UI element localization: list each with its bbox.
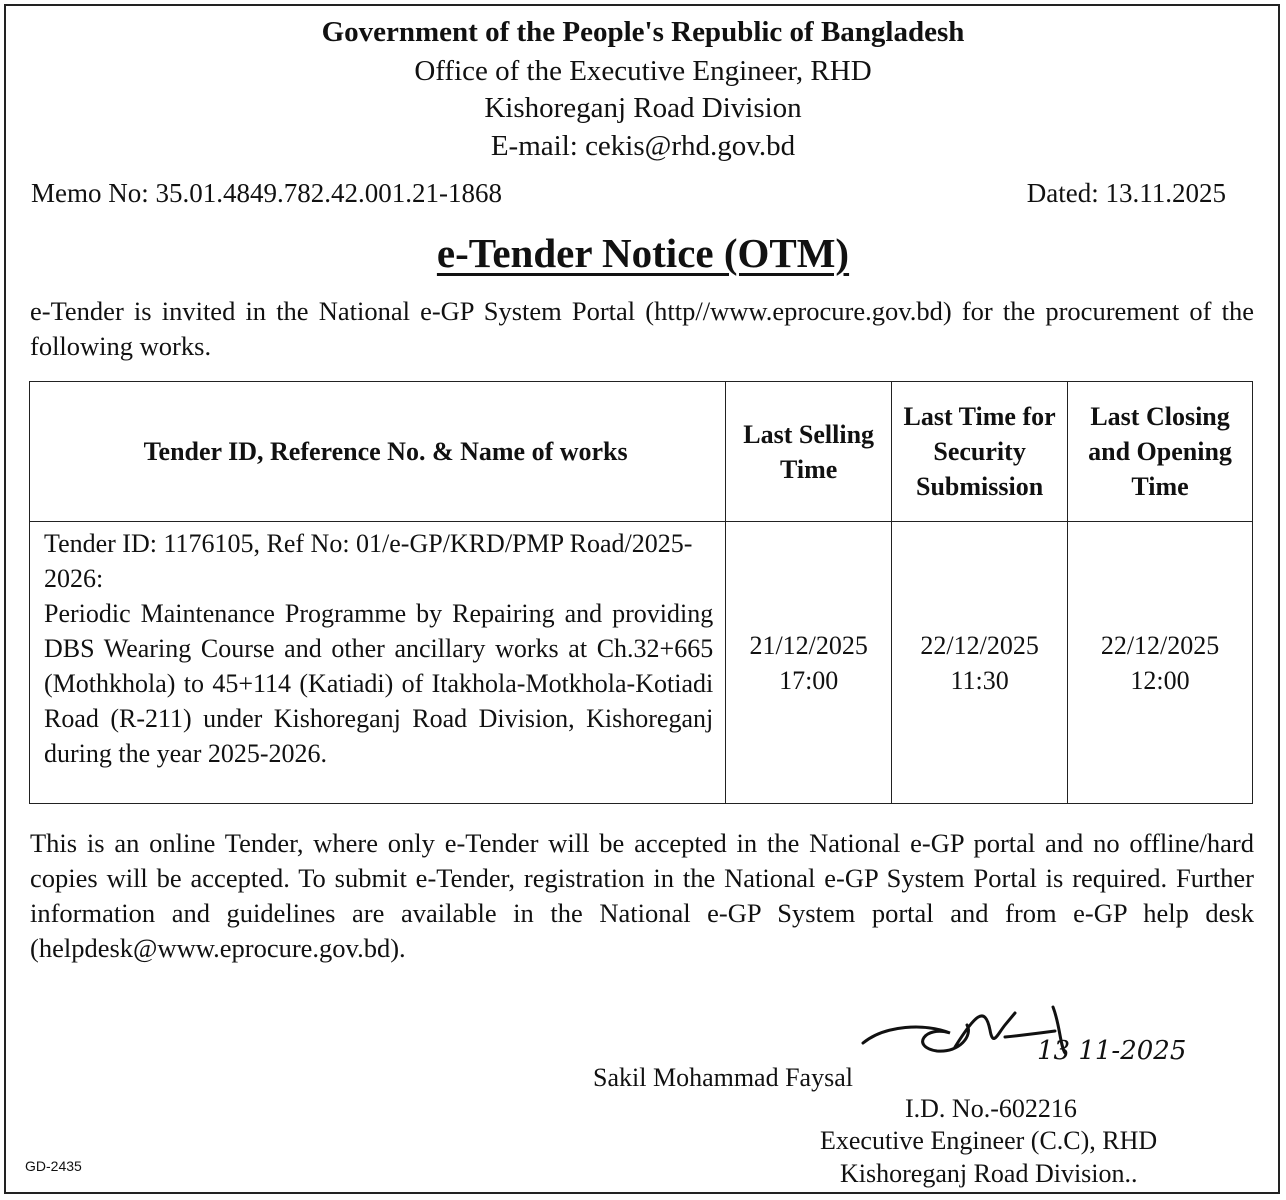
- selling-date: 21/12/2025: [749, 630, 868, 660]
- footer-code: GD-2435: [25, 1158, 82, 1174]
- memo-number: Memo No: 35.01.4849.782.42.001.21-1868: [31, 178, 502, 208]
- signatory-name: Sakil Mohammad Faysal: [593, 1063, 853, 1092]
- security-date: 22/12/2025: [920, 630, 1039, 660]
- office-heading: Office of the Executive Engineer, RHD: [414, 55, 872, 87]
- email-heading: E-mail: cekis@rhd.gov.bd: [490, 130, 796, 162]
- header-closing-time: Last Closing and Opening Time: [1068, 382, 1253, 522]
- government-heading: Government of the People's Republic of Bangladesh: [321, 16, 965, 48]
- notice-title: e-Tender Notice (OTM): [436, 230, 850, 276]
- header-works: Tender ID, Reference No. & Name of works: [30, 382, 726, 522]
- instructions-paragraph: This is an online Tender, where only e-Tender will be accepted in the National e-GP portal and no offline/hard copies will be accepted. To submit e-Tender, registration in the National e-GP System Portal is required. Further information and guidelines are available in the National e-GP System portal and from e-GP help desk (helpdesk@www.eprocure.gov.bd).: [30, 828, 1254, 963]
- signatory-division: Kishoreganj Road Division..: [840, 1159, 1138, 1188]
- header-security-time: Last Time for Security Submission: [892, 382, 1068, 522]
- closing-time-cell: [1068, 522, 1253, 804]
- memo-date: Dated: 13.11.2025: [1026, 178, 1226, 208]
- table-header-row: [30, 382, 1253, 522]
- closing-time: 12:00: [1130, 665, 1190, 695]
- intro-paragraph: e-Tender is invited in the National e-GP System Portal (http//www.eprocure.gov.bd) for the procurement of the following works.: [30, 296, 1254, 361]
- division-heading: Kishoreganj Road Division: [484, 92, 802, 124]
- selling-time-cell: [726, 522, 892, 804]
- selling-time: 17:00: [779, 665, 839, 695]
- table-row: [30, 522, 1253, 804]
- security-time: 11:30: [950, 665, 1009, 695]
- header-selling-time: Last Selling Time: [726, 382, 892, 522]
- works-description: Periodic Maintenance Programme by Repairing and providing DBS Wearing Course and other ancillary works at Ch.32+665 (Mothkhola) to 45+114 (Katiadi) of Itakhola-Motkhola-Kotiadi Road (R-211) under Kishoreganj Road Division, Kishoreganj during the year 2025-2026.: [44, 599, 714, 768]
- tender-table: [29, 381, 1253, 804]
- tender-reference: Tender ID: 1176105, Ref No: 01/e-GP/KRD/PMP Road/2025-2026:: [44, 529, 693, 593]
- security-time-cell: [892, 522, 1068, 804]
- closing-date: 22/12/2025: [1100, 630, 1220, 660]
- works-cell: [30, 522, 726, 804]
- signature-date: 13 11-2025: [1037, 1036, 1185, 1066]
- signatory-designation: Executive Engineer (C.C), RHD: [820, 1126, 1158, 1155]
